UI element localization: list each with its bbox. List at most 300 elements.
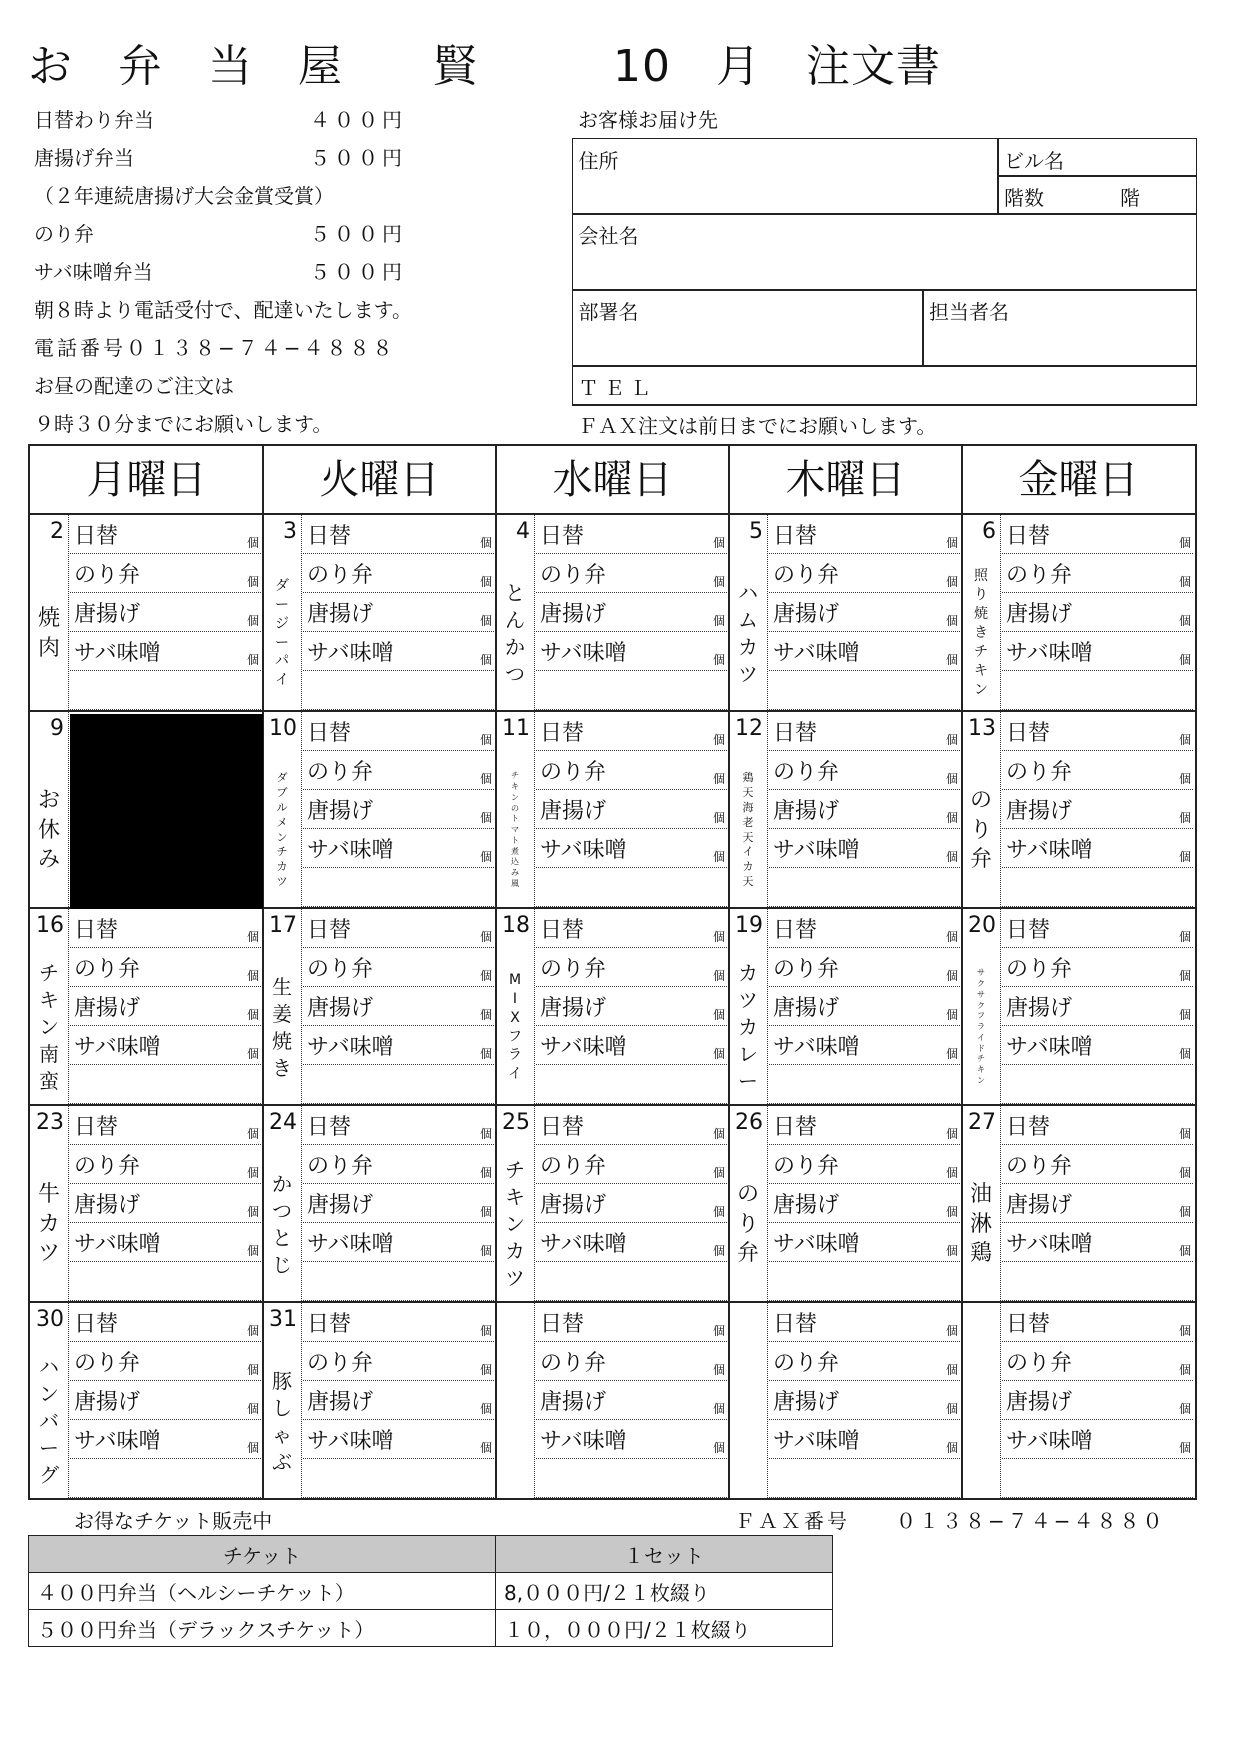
order-row[interactable] — [536, 751, 727, 790]
unit-label: 個 — [1178, 1047, 1191, 1061]
order-row-blank[interactable] — [70, 1262, 261, 1301]
floor-unit-label: 階 — [1120, 186, 1140, 210]
order-item-label: のり弁 — [773, 1154, 840, 1179]
special-char: M — [508, 971, 522, 988]
special-char: じ — [272, 1252, 292, 1277]
day-number-divider — [767, 515, 768, 712]
order-row[interactable] — [70, 948, 261, 987]
building-field[interactable] — [997, 138, 1197, 177]
order-row-blank[interactable] — [1002, 1262, 1193, 1301]
special-char: チ — [977, 1054, 985, 1064]
special-char: カ — [738, 634, 758, 659]
address-field[interactable] — [572, 138, 999, 215]
day-number-divider — [1000, 515, 1001, 712]
unit-label: 個 — [712, 575, 725, 589]
order-row[interactable] — [303, 515, 494, 554]
menu-item-price: ５００円 — [310, 146, 406, 170]
phone-number: 電話番号０１３８−７４−４８８８ — [34, 336, 396, 360]
ticket-price: 8,０００円/２１枚綴り — [496, 1573, 833, 1610]
order-row[interactable] — [70, 1106, 261, 1145]
order-item-label: のり弁 — [307, 1154, 374, 1179]
order-row[interactable] — [1002, 515, 1193, 554]
order-item-label: サバ味噌 — [307, 1035, 394, 1060]
day-cell — [729, 909, 962, 1106]
order-row-blank[interactable] — [70, 1459, 261, 1498]
order-row-blank[interactable] — [769, 1262, 960, 1301]
day-number: 18 — [502, 913, 530, 938]
tel-label: ＴＥＬ — [578, 376, 657, 400]
order-item-label: のり弁 — [540, 563, 607, 588]
order-row-blank[interactable] — [1002, 868, 1193, 907]
floor-field[interactable] — [997, 175, 1197, 215]
order-row[interactable] — [70, 1184, 261, 1223]
order-row-blank[interactable] — [1002, 1065, 1193, 1104]
order-item-label: のり弁 — [540, 760, 607, 785]
day-cell — [729, 712, 962, 909]
order-row[interactable] — [769, 1223, 960, 1262]
order-row[interactable] — [303, 1145, 494, 1184]
order-row[interactable] — [1002, 948, 1193, 987]
order-row[interactable] — [769, 1342, 960, 1381]
order-row[interactable] — [769, 909, 960, 948]
day-number-divider — [301, 909, 302, 1106]
daily-special-label — [729, 555, 767, 712]
tel-field[interactable] — [572, 365, 1197, 405]
special-char: カ — [738, 961, 758, 985]
unit-label: 個 — [945, 1402, 958, 1416]
order-row[interactable] — [303, 1303, 494, 1342]
order-item-label: のり弁 — [773, 1351, 840, 1376]
unit-label: 個 — [712, 1008, 725, 1022]
order-row[interactable] — [70, 1381, 261, 1420]
order-row-blank[interactable] — [70, 1065, 261, 1104]
daily-special-label — [962, 752, 1000, 909]
order-row[interactable] — [536, 554, 727, 593]
unit-label: 個 — [246, 1127, 259, 1141]
order-row[interactable] — [769, 987, 960, 1026]
day-number: 2 — [50, 519, 64, 544]
order-row[interactable] — [536, 1184, 727, 1223]
unit-label: 個 — [712, 733, 725, 747]
order-row[interactable] — [1002, 1106, 1193, 1145]
order-row-blank[interactable] — [769, 1065, 960, 1104]
order-row-blank[interactable] — [303, 1065, 494, 1104]
closed-day-block — [70, 714, 263, 909]
order-row[interactable] — [536, 515, 727, 554]
order-item-label: 唐揚げ — [307, 996, 374, 1021]
order-row[interactable] — [536, 1420, 727, 1459]
order-row-blank[interactable] — [769, 1459, 960, 1498]
special-char: カ — [742, 860, 754, 874]
day-number-divider — [301, 515, 302, 712]
order-row[interactable] — [303, 948, 494, 987]
order-row[interactable] — [303, 909, 494, 948]
unit-label: 個 — [1178, 1008, 1191, 1022]
order-row[interactable] — [70, 1145, 261, 1184]
menu-item-price: ４００円 — [310, 108, 406, 132]
order-row-blank[interactable] — [303, 1262, 494, 1301]
unit-label: 個 — [479, 1008, 492, 1022]
order-row[interactable] — [769, 1106, 960, 1145]
table-row — [29, 1610, 833, 1647]
special-char: 南 — [39, 1042, 59, 1066]
order-row-blank[interactable] — [536, 671, 727, 710]
order-row-blank[interactable] — [769, 868, 960, 907]
order-row[interactable] — [536, 712, 727, 751]
order-row[interactable] — [303, 1223, 494, 1262]
special-char: ー — [39, 1436, 59, 1460]
order-row[interactable] — [303, 1184, 494, 1223]
day-header: 火曜日 — [319, 457, 440, 503]
order-item-label: 唐揚げ — [773, 1390, 840, 1415]
day-number-divider — [1000, 712, 1001, 909]
unit-label: 個 — [945, 536, 958, 550]
day-number-divider — [301, 1106, 302, 1303]
day-number-divider — [68, 1106, 69, 1303]
order-item-label: 唐揚げ — [74, 602, 141, 627]
special-char: 焼 — [37, 605, 60, 631]
special-char: ツ — [738, 661, 758, 686]
unit-label: 個 — [712, 969, 725, 983]
special-char: イ — [508, 1066, 522, 1083]
special-char: ー — [275, 596, 289, 613]
order-row[interactable] — [303, 712, 494, 751]
order-row-blank[interactable] — [303, 671, 494, 710]
special-char: I — [512, 990, 518, 1007]
order-item-label: のり弁 — [307, 563, 374, 588]
unit-label: 個 — [945, 653, 958, 667]
order-row-blank[interactable] — [769, 671, 960, 710]
order-row[interactable] — [769, 1381, 960, 1420]
order-row[interactable] — [536, 987, 727, 1026]
unit-label: 個 — [246, 1205, 259, 1219]
order-item-label: 唐揚げ — [540, 602, 607, 627]
unit-label: 個 — [1178, 850, 1191, 864]
order-row[interactable] — [1002, 790, 1193, 829]
fax-order-note: ＦＡＸ注文は前日までにお願いします。 — [578, 414, 937, 438]
special-char: 老 — [742, 815, 754, 829]
special-char: き — [974, 625, 988, 642]
special-char: サ — [977, 989, 985, 999]
order-row[interactable] — [536, 1303, 727, 1342]
company-field[interactable] — [572, 213, 1197, 291]
unit-label: 個 — [712, 1324, 725, 1338]
daily-special-label — [30, 949, 68, 1106]
special-char: り — [736, 1211, 759, 1237]
order-row[interactable] — [70, 1420, 261, 1459]
unit-label: 個 — [945, 1244, 958, 1258]
order-item-label: のり弁 — [74, 957, 141, 982]
special-char: ク — [977, 1000, 985, 1010]
order-row[interactable] — [536, 1145, 727, 1184]
order-row[interactable] — [769, 712, 960, 751]
special-char: ム — [738, 607, 758, 632]
special-char: ド — [977, 1043, 985, 1053]
order-row[interactable] — [536, 909, 727, 948]
order-row[interactable] — [536, 1026, 727, 1065]
order-row[interactable] — [1002, 1342, 1193, 1381]
day-number-divider — [534, 909, 535, 1106]
order-item-label: サバ味噌 — [1006, 1429, 1093, 1454]
order-row[interactable] — [769, 1145, 960, 1184]
order-row[interactable] — [769, 751, 960, 790]
customer-heading: お客様お届け先 — [578, 108, 718, 132]
order-row[interactable] — [70, 632, 261, 671]
order-item-label: 唐揚げ — [1006, 996, 1073, 1021]
day-number: 6 — [982, 519, 996, 544]
day-number: 16 — [36, 913, 64, 938]
special-char: ハ — [39, 1355, 59, 1379]
order-row[interactable] — [1002, 1223, 1193, 1262]
order-row[interactable] — [70, 1026, 261, 1065]
unit-label: 個 — [712, 1402, 725, 1416]
day-number: 11 — [502, 716, 530, 741]
unit-label: 個 — [1178, 575, 1191, 589]
department-field[interactable] — [572, 289, 924, 367]
order-row[interactable] — [1002, 1145, 1193, 1184]
order-item-label: のり弁 — [540, 1154, 607, 1179]
department-label: 部署名 — [578, 300, 639, 324]
order-item-label: 唐揚げ — [773, 996, 840, 1021]
order-row[interactable] — [769, 948, 960, 987]
order-row-blank[interactable] — [1002, 1459, 1193, 1498]
unit-label: 個 — [945, 733, 958, 747]
day-cell — [30, 1106, 263, 1303]
order-item-label: サバ味噌 — [307, 838, 394, 863]
order-row[interactable] — [536, 790, 727, 829]
order-row[interactable] — [1002, 593, 1193, 632]
day-number-divider — [68, 712, 69, 909]
unit-label: 個 — [712, 1205, 725, 1219]
order-row[interactable] — [1002, 1184, 1193, 1223]
unit-label: 個 — [479, 850, 492, 864]
unit-label: 個 — [1178, 733, 1191, 747]
special-char: と — [272, 1225, 292, 1250]
day-cell — [962, 515, 1195, 712]
order-row[interactable] — [303, 1106, 494, 1145]
unit-label: 個 — [246, 930, 259, 944]
special-char: と — [505, 580, 525, 605]
order-row[interactable] — [303, 1026, 494, 1065]
order-item-label: サバ味噌 — [307, 1429, 394, 1454]
unit-label: 個 — [479, 1363, 492, 1377]
order-row[interactable] — [70, 987, 261, 1026]
day-number: 9 — [50, 716, 64, 741]
order-row[interactable] — [769, 593, 960, 632]
order-row[interactable] — [1002, 632, 1193, 671]
order-row[interactable] — [1002, 909, 1193, 948]
order-item-label: 唐揚げ — [1006, 799, 1073, 824]
day-number: 13 — [968, 716, 996, 741]
order-item-label: 唐揚げ — [307, 799, 374, 824]
order-item-label: サバ味噌 — [1006, 838, 1093, 863]
unit-label: 個 — [712, 1047, 725, 1061]
order-item-label: 唐揚げ — [307, 1193, 374, 1218]
special-char: ン — [276, 830, 288, 844]
special-char: 淋 — [969, 1211, 992, 1237]
order-item-label: サバ味噌 — [74, 1232, 161, 1257]
order-row[interactable] — [1002, 1303, 1193, 1342]
special-char: 焼 — [974, 606, 988, 623]
ticket-name: ５００円弁当（デラックスチケット） — [29, 1610, 496, 1647]
order-item-label: 唐揚げ — [74, 1390, 141, 1415]
order-item-label: サバ味噌 — [540, 1429, 627, 1454]
unit-label: 個 — [1178, 1166, 1191, 1180]
day-cell — [263, 1303, 496, 1500]
unit-label: 個 — [945, 850, 958, 864]
special-char: か — [272, 1171, 292, 1196]
order-row[interactable] — [1002, 829, 1193, 868]
daily-special-label — [962, 949, 1000, 1106]
order-item-label: のり弁 — [1006, 1351, 1073, 1376]
order-row[interactable] — [303, 829, 494, 868]
order-item-label: サバ味噌 — [74, 641, 161, 666]
daily-special-label — [30, 1343, 68, 1500]
order-row-blank[interactable] — [536, 1065, 727, 1104]
order-row-blank[interactable] — [536, 1459, 727, 1498]
order-row[interactable] — [769, 632, 960, 671]
daily-special-label — [729, 949, 767, 1106]
order-row[interactable] — [70, 593, 261, 632]
unit-label: 個 — [479, 772, 492, 786]
order-row[interactable] — [70, 1342, 261, 1381]
special-char: キ — [511, 781, 519, 791]
special-char: ぶ — [272, 1449, 292, 1474]
order-row[interactable] — [769, 790, 960, 829]
order-row[interactable] — [536, 1223, 727, 1262]
order-row-blank[interactable] — [1002, 671, 1193, 710]
day-number: 27 — [968, 1110, 996, 1135]
order-row[interactable] — [1002, 751, 1193, 790]
order-row[interactable] — [769, 829, 960, 868]
order-row[interactable] — [536, 829, 727, 868]
day-number: 23 — [36, 1110, 64, 1135]
order-row[interactable] — [1002, 1420, 1193, 1459]
day-cell — [729, 1106, 962, 1303]
order-row[interactable] — [303, 593, 494, 632]
unit-label: 個 — [1178, 1363, 1191, 1377]
order-row[interactable] — [1002, 1026, 1193, 1065]
order-item-label: 日替 — [1006, 1115, 1051, 1140]
order-row[interactable] — [536, 948, 727, 987]
order-row[interactable] — [1002, 1381, 1193, 1420]
unit-label: 個 — [712, 653, 725, 667]
order-row[interactable] — [536, 593, 727, 632]
order-row[interactable] — [1002, 554, 1193, 593]
order-row[interactable] — [303, 1420, 494, 1459]
special-char: の — [736, 1181, 759, 1207]
order-item-label: サバ味噌 — [773, 1232, 860, 1257]
unit-label: 個 — [945, 575, 958, 589]
ticket-price: １０，０００円/２１枚綴り — [496, 1610, 833, 1647]
unit-label: 個 — [246, 1244, 259, 1258]
order-row[interactable] — [1002, 987, 1193, 1026]
order-item-label: のり弁 — [74, 1351, 141, 1376]
contact-person-field[interactable] — [922, 289, 1197, 367]
order-row[interactable] — [536, 632, 727, 671]
unit-label: 個 — [712, 1166, 725, 1180]
order-item-label: 唐揚げ — [773, 799, 840, 824]
unit-label: 個 — [1178, 653, 1191, 667]
order-item-label: 日替 — [773, 1312, 818, 1337]
order-row[interactable] — [1002, 712, 1193, 751]
unit-label: 個 — [479, 1244, 492, 1258]
order-row[interactable] — [70, 515, 261, 554]
order-item-label: 唐揚げ — [74, 1193, 141, 1218]
special-char: イ — [977, 1032, 985, 1042]
order-row[interactable] — [769, 554, 960, 593]
order-item-label: サバ味噌 — [1006, 1232, 1093, 1257]
order-row[interactable] — [536, 1381, 727, 1420]
order-item-label: 日替 — [1006, 721, 1051, 746]
order-row[interactable] — [70, 909, 261, 948]
day-number-divider — [767, 1303, 768, 1500]
unit-label: 個 — [246, 536, 259, 550]
order-row[interactable] — [303, 632, 494, 671]
unit-label: 個 — [712, 1363, 725, 1377]
unit-label: 個 — [479, 969, 492, 983]
special-char: カ — [276, 860, 288, 874]
order-row[interactable] — [303, 554, 494, 593]
order-row-blank[interactable] — [303, 868, 494, 907]
unit-label: 個 — [479, 811, 492, 825]
order-row[interactable] — [70, 554, 261, 593]
order-item-label: サバ味噌 — [773, 1035, 860, 1060]
order-item-label: 日替 — [74, 1312, 119, 1337]
order-row[interactable] — [536, 1106, 727, 1145]
order-row[interactable] — [303, 790, 494, 829]
special-char: 天 — [742, 830, 754, 844]
order-item-label: サバ味噌 — [74, 1429, 161, 1454]
unit-label: 個 — [945, 1441, 958, 1455]
unit-label: 個 — [712, 1127, 725, 1141]
order-row[interactable] — [70, 1303, 261, 1342]
order-row[interactable] — [769, 1303, 960, 1342]
order-row-blank[interactable] — [536, 868, 727, 907]
order-row[interactable] — [769, 1420, 960, 1459]
order-item-label: 日替 — [1006, 1312, 1051, 1337]
order-row[interactable] — [303, 1342, 494, 1381]
order-row-blank[interactable] — [536, 1262, 727, 1301]
order-item-label: サバ味噌 — [540, 1035, 627, 1060]
order-row-blank[interactable] — [70, 671, 261, 710]
special-char: フ — [508, 1028, 522, 1045]
special-char: ダ — [276, 771, 288, 785]
special-char: キ — [39, 988, 59, 1012]
order-row[interactable] — [303, 1381, 494, 1420]
order-item-label: サバ味噌 — [1006, 1035, 1093, 1060]
unit-label: 個 — [945, 1047, 958, 1061]
order-row[interactable] — [769, 1184, 960, 1223]
special-char: 牛 — [37, 1181, 60, 1207]
order-row[interactable] — [536, 1342, 727, 1381]
order-row[interactable] — [769, 1026, 960, 1065]
daily-special-label — [496, 1146, 534, 1303]
order-row-blank[interactable] — [303, 1459, 494, 1498]
order-item-label: サバ味噌 — [773, 641, 860, 666]
order-row[interactable] — [303, 987, 494, 1026]
unit-label: 個 — [1178, 1244, 1191, 1258]
special-char: チ — [505, 1158, 525, 1182]
order-row[interactable] — [303, 751, 494, 790]
unit-label: 個 — [479, 733, 492, 747]
day-number: 24 — [269, 1110, 297, 1135]
unit-label: 個 — [945, 1166, 958, 1180]
order-item-label: 唐揚げ — [773, 1193, 840, 1218]
order-row[interactable] — [70, 1223, 261, 1262]
day-number: 17 — [269, 913, 297, 938]
order-row[interactable] — [769, 515, 960, 554]
